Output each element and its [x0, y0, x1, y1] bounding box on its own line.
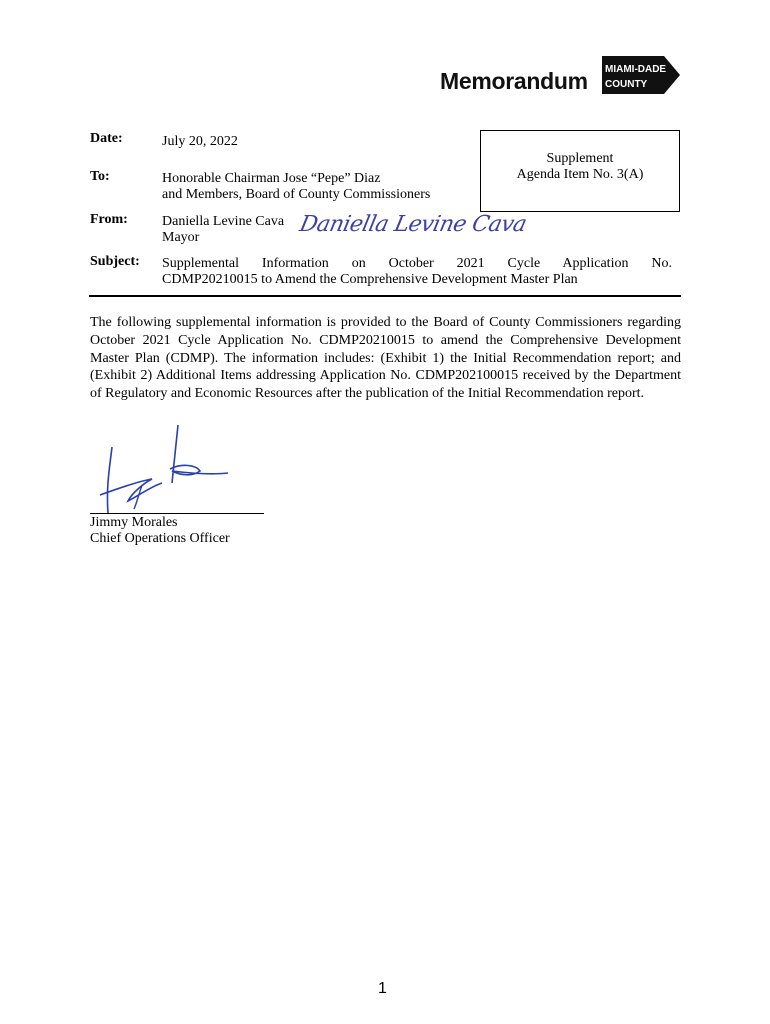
signature-scribble-icon — [92, 425, 242, 525]
to-line2: and Members, Board of County Commissioners — [162, 187, 431, 202]
body-paragraph: The following supplemental information is provided to the Board of County Commissioners regarding October 2021 Cycle Application No. CDMP20210015 to amend the Comprehensive Development Master Plan (CDMP). The information includes: (Exhibit 1) the Initial Recommendation report; and (Exhibit 2) Additional Items addressing Application No. CDMP202100015 received by the Department of Regulatory and Economic Resources after the publication of the Initial Recommendation report. — [90, 315, 681, 402]
logo-line2: COUNTY — [605, 79, 648, 90]
subject-label: Subject: — [90, 254, 140, 269]
to-line1: Honorable Chairman Jose “Pepe” Diaz — [162, 171, 381, 186]
subject-line1: Supplemental Information on October 2021 Cycle Application No. — [162, 256, 672, 271]
from-line1: Daniella Levine Cava — [162, 214, 285, 229]
supplement-line2: Agenda Item No. 3(A) — [516, 167, 644, 182]
signoff-title: Chief Operations Officer — [90, 531, 230, 546]
from-line2: Mayor — [162, 230, 200, 245]
supplement-box — [480, 130, 680, 212]
signature-line — [90, 513, 264, 514]
signoff-name: Jimmy Morales — [90, 515, 178, 530]
header-divider — [89, 295, 681, 297]
subject-line2: CDMP20210015 to Amend the Comprehensive Development Master Plan — [162, 272, 578, 287]
coo-signature — [92, 425, 242, 525]
to-label: To: — [90, 169, 110, 184]
supplement-line1: Supplement — [546, 151, 614, 166]
date-value: July 20, 2022 — [162, 134, 238, 149]
from-label: From: — [90, 212, 128, 227]
page-number: 1 — [378, 980, 387, 997]
date-label: Date: — [90, 131, 123, 146]
county-logo-icon — [602, 56, 682, 94]
mayor-signature: Daniella Levine Cava — [297, 212, 529, 237]
logo-line1: MIAMI-DADE — [605, 64, 667, 75]
memo-title: Memorandum — [440, 68, 588, 94]
miami-dade-county-logo — [602, 56, 682, 94]
